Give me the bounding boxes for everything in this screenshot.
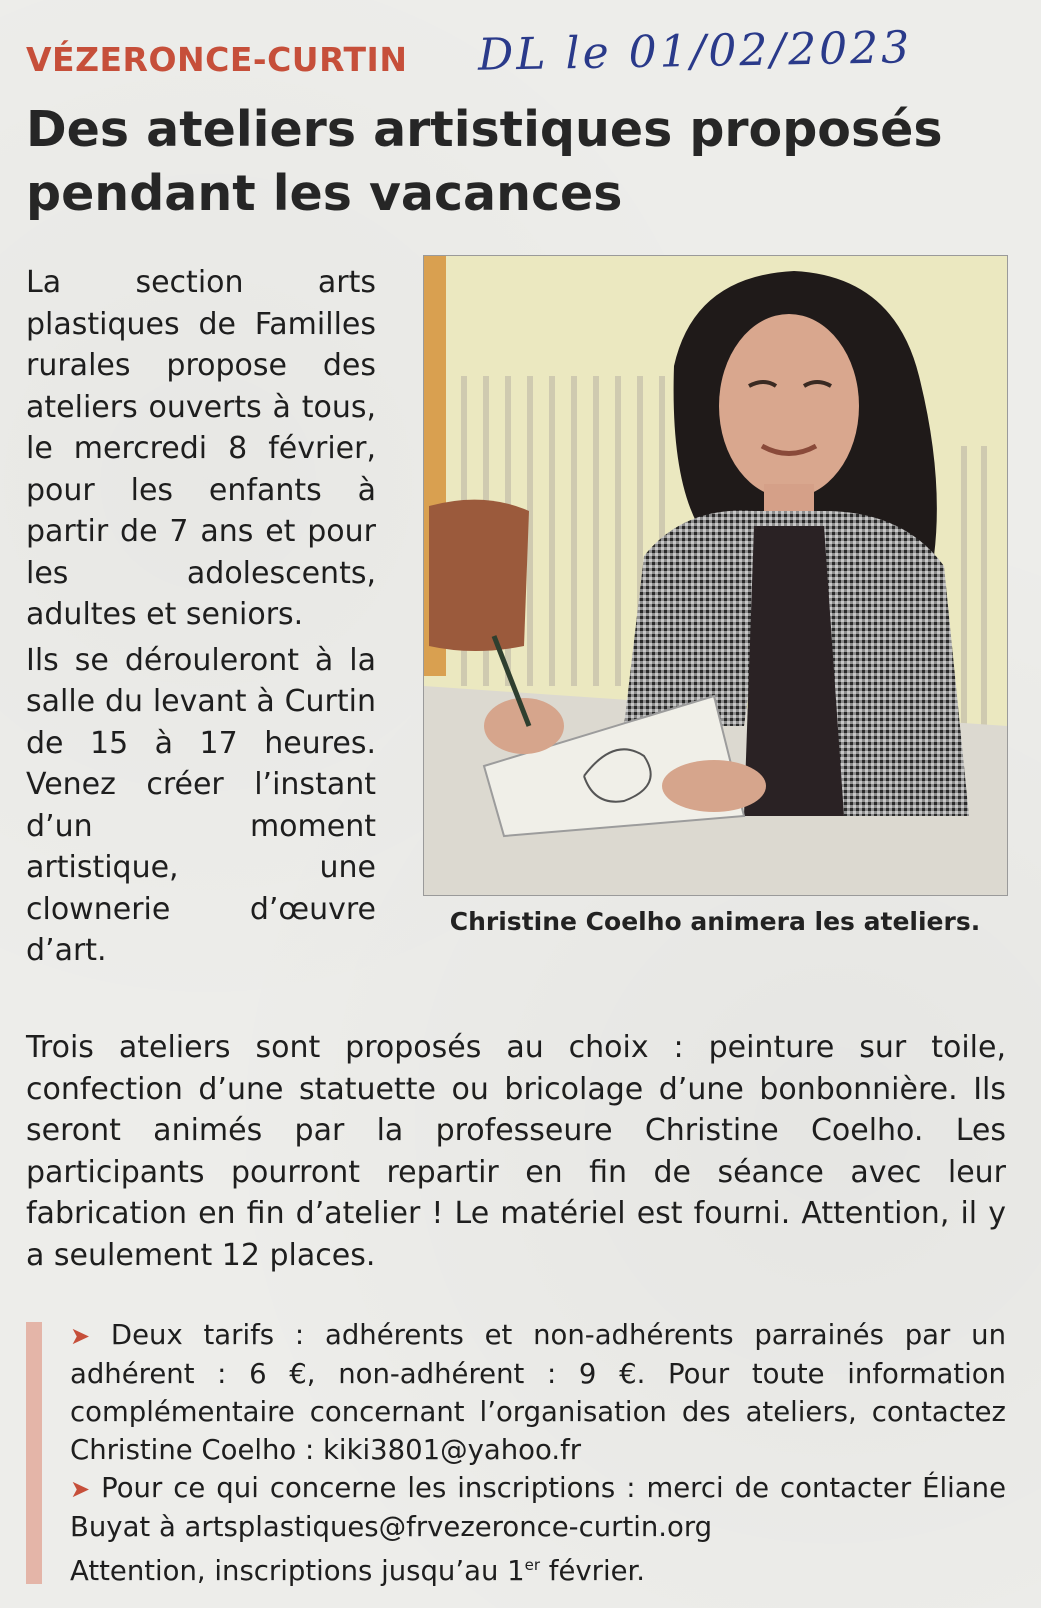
article-photo bbox=[423, 255, 1008, 896]
handwritten-date-note: DL le 01/02/2023 bbox=[477, 22, 913, 81]
deadline-superscript: er bbox=[524, 1556, 541, 1574]
deadline-text-prefix: Attention, inscriptions jusqu’au 1 bbox=[70, 1555, 525, 1588]
info-item-deadline bbox=[70, 1546, 1006, 1590]
photo-caption: Christine Coelho animera les ateliers. bbox=[449, 907, 981, 936]
intro-column bbox=[26, 262, 376, 976]
info-pricing-text: Deux tarifs : adhérents et non-adhérents parrainés par un adhérent : 6 €, non-adhérent : 9 €. Pour toute information complémentaire concernant l’organisation des ateliers, contactez Christine Coelho : kiki3801@yahoo.fr bbox=[70, 1319, 1006, 1466]
article-kicker: VÉZERONCE-CURTIN bbox=[26, 40, 408, 79]
info-box-text bbox=[70, 1316, 1006, 1590]
portrait-illustration bbox=[424, 256, 1007, 895]
info-box-accent-bar bbox=[26, 1322, 42, 1584]
article-headline: Des ateliers artistiques proposés pendant les vacances bbox=[26, 101, 943, 222]
info-box bbox=[26, 1316, 1006, 1586]
info-item-registration bbox=[70, 1469, 1006, 1546]
deadline-text-suffix: février. bbox=[540, 1555, 646, 1588]
article-body: Trois ateliers sont proposés au choix : peinture sur toile, confection d’une statuette ou bricolage d’une bonbonnière. Ils seront animés par la professeure Christine Coelho. Les participants pourront repartir en fin de séance avec leur fabrication en fin d’atelier ! Le matériel est fourni. Attention, il y a seulement 12 places. bbox=[26, 1030, 1006, 1273]
arrow-right-icon: ➤ bbox=[70, 1475, 91, 1503]
arrow-right-icon: ➤ bbox=[70, 1322, 91, 1350]
info-registration-text: Pour ce qui concerne les inscriptions : merci de contacter Éliane Buyat à artsplastiques@frvezeronce-curtin.org bbox=[70, 1472, 1006, 1543]
info-item-pricing bbox=[70, 1316, 1006, 1469]
intro-paragraph-1: La section arts plastiques de Familles rurales propose des ateliers ouverts à tous, le mercredi 8 février, pour les enfants à partir de 7 ans et pour les adolescents, adultes et seniors. bbox=[26, 265, 376, 632]
intro-paragraph-2: Ils se dérouleront à la salle du levant à Curtin de 15 à 17 heures. Venez créer l’instant d’un moment artistique, une clownerie d’œuvre d’art. bbox=[26, 642, 376, 968]
